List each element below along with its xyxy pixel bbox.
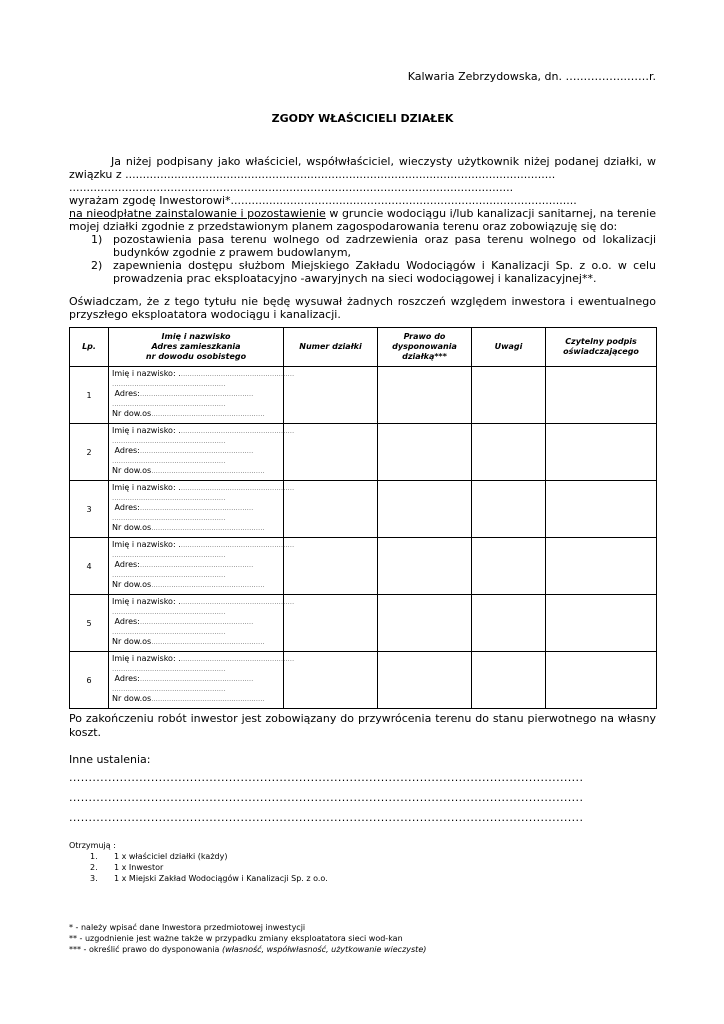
id-line xyxy=(112,637,280,647)
recipient-item xyxy=(69,873,328,884)
parcel-cell[interactable] xyxy=(284,424,378,481)
restoration-text: Po zakończeniu robót inwestor jest zobowiązany do przywrócenia terenu do stanu pierwotnego na własny koszt. xyxy=(69,712,656,739)
address-line xyxy=(112,617,280,627)
header-right xyxy=(378,328,472,367)
row-number: 3 xyxy=(70,481,109,538)
footnote-3-prefix: *** - określić prawo do dysponowania xyxy=(69,945,222,954)
other-arrangements xyxy=(69,752,656,828)
row-number: 5 xyxy=(70,595,109,652)
fill-dots: ................................................... xyxy=(112,628,226,636)
recipient-text: 1 x Miejski Zakład Wodociągów i Kanalizacji Sp. z o.o. xyxy=(114,874,328,883)
fill-dots: ................................................... xyxy=(112,437,226,445)
address-label: Adres: xyxy=(114,617,140,626)
name-label: Imię i nazwisko: . xyxy=(112,426,181,435)
fill-dots: ................................................... xyxy=(180,541,295,549)
fill-dots: ................................................... xyxy=(180,370,295,378)
right-cell[interactable] xyxy=(378,538,472,595)
blank-line xyxy=(112,570,280,580)
person-cell[interactable] xyxy=(109,538,295,595)
signature-cell[interactable] xyxy=(546,652,657,709)
parcel-cell[interactable] xyxy=(284,367,378,424)
other-line: .................................................................................................................................... xyxy=(69,791,584,804)
recipient-number: 3. xyxy=(90,874,98,883)
notes-cell[interactable] xyxy=(472,538,546,595)
condition-text: pozostawienia pasa terenu wolnego od zadrzewienia oraz pasa terenu wolnego od lokalizacji budynków zgodnie z prawem budowlanym, xyxy=(113,233,656,259)
parcel-cell[interactable] xyxy=(284,481,378,538)
name-label: Imię i nazwisko: . xyxy=(112,597,181,606)
id-label: Nr dow.os xyxy=(112,409,152,418)
address-label: Adres: xyxy=(114,674,140,683)
id-label: Nr dow.os xyxy=(112,466,152,475)
name-label: Imię i nazwisko: . xyxy=(112,483,181,492)
name-line xyxy=(112,540,295,550)
blank-line xyxy=(112,379,280,389)
header-person xyxy=(109,328,284,367)
row-number: 6 xyxy=(70,652,109,709)
fill-dots: ................................................... xyxy=(112,457,226,465)
address-line xyxy=(112,674,280,684)
footnotes xyxy=(69,922,426,955)
fill-dots: ................................................... xyxy=(139,561,254,569)
fill-dots: ................................................... xyxy=(112,665,226,673)
fill-dots: ................................................... xyxy=(151,467,265,475)
header-right-3: działką*** xyxy=(402,352,447,361)
recipient-text: 1 x Inwestor xyxy=(114,863,164,872)
address-line xyxy=(112,503,280,513)
consent-rest: w gruncie wodociągu i/lub kanalizacji sanitarnej, na terenie mojej działki zgodnie z przedstawionym planem zagospodarowania terenu oraz zobowiązuję się do: xyxy=(69,207,656,233)
notes-cell[interactable] xyxy=(472,367,546,424)
footnote-3 xyxy=(69,944,426,955)
person-cell[interactable] xyxy=(109,367,295,424)
id-line xyxy=(112,523,280,533)
notes-cell[interactable] xyxy=(472,652,546,709)
fill-dots: ................................................... xyxy=(151,524,265,532)
notes-cell[interactable] xyxy=(472,481,546,538)
recipients-label: Otrzymują : xyxy=(69,841,116,850)
recipients-list xyxy=(69,851,328,884)
recipient-text: 1 x właściciel działki (każdy) xyxy=(114,852,228,861)
recipient-number: 2. xyxy=(90,863,98,872)
row-number: 1 xyxy=(70,367,109,424)
fill-dots: ................................................... xyxy=(139,675,254,683)
other-line: .................................................................................................................................... xyxy=(69,771,584,784)
table-row xyxy=(70,652,657,709)
blank-line xyxy=(112,513,280,523)
blank-line xyxy=(112,627,280,637)
blank-line xyxy=(112,607,280,617)
fill-dots: ................................................... xyxy=(151,410,265,418)
address-line xyxy=(112,560,280,570)
blank-line xyxy=(112,399,280,409)
signature-cell[interactable] xyxy=(546,538,657,595)
fill-dots: ................................................... xyxy=(112,494,226,502)
header-signature-2: oświadczającego xyxy=(563,347,639,356)
id-line xyxy=(112,580,280,590)
signature-cell[interactable] xyxy=(546,595,657,652)
fill-dots: ................................................... xyxy=(112,551,226,559)
owners-table xyxy=(69,327,657,709)
fill-dots: ................................................... xyxy=(112,514,226,522)
signature-cell[interactable] xyxy=(546,424,657,481)
id-label: Nr dow.os xyxy=(112,523,152,532)
condition-item xyxy=(69,259,656,285)
address-label: Adres: xyxy=(114,560,140,569)
header-right-2: dysponowania xyxy=(392,342,457,351)
person-cell[interactable] xyxy=(109,481,295,538)
blank-line xyxy=(112,664,280,674)
id-line xyxy=(112,466,280,476)
person-cell[interactable] xyxy=(109,595,295,652)
header-notes: Uwagi xyxy=(472,328,546,367)
blank-line xyxy=(112,684,280,694)
blank-line xyxy=(112,456,280,466)
intro-line-3: wyrażam zgodę Inwestorowi*................................................................................................... xyxy=(69,194,577,207)
row-number: 4 xyxy=(70,538,109,595)
table-row xyxy=(70,481,657,538)
blank-line xyxy=(112,493,280,503)
right-cell[interactable] xyxy=(378,595,472,652)
address-label: Adres: xyxy=(114,503,140,512)
other-label: Inne ustalenia: xyxy=(69,753,151,766)
notes-cell[interactable] xyxy=(472,595,546,652)
signature-cell[interactable] xyxy=(546,367,657,424)
name-line xyxy=(112,597,295,607)
id-line xyxy=(112,409,280,419)
header-signature xyxy=(546,328,657,367)
parcel-cell[interactable] xyxy=(284,595,378,652)
fill-dots: ................................................... xyxy=(151,581,265,589)
person-cell[interactable] xyxy=(109,652,295,709)
intro-line-2: ............................................................................................................................... xyxy=(69,181,514,194)
place-and-date: Kalwaria Zebrzydowska, dn. …..………...……r. xyxy=(407,70,656,83)
header-person-name: Imię i nazwisko xyxy=(161,332,231,341)
table-header-row xyxy=(70,328,657,367)
fill-dots: ................................................... xyxy=(180,427,295,435)
table-body xyxy=(70,367,657,709)
right-cell[interactable] xyxy=(378,652,472,709)
consent-underlined: na nieodpłatne zainstalowanie i pozostawienie xyxy=(69,207,326,220)
address-label: Adres: xyxy=(114,446,140,455)
id-label: Nr dow.os xyxy=(112,637,152,646)
address-line xyxy=(112,446,280,456)
other-line: .................................................................................................................................... xyxy=(69,811,584,824)
name-line xyxy=(112,426,295,436)
name-label: Imię i nazwisko: . xyxy=(112,540,181,549)
header-right-1: Prawo do xyxy=(403,332,446,341)
parcel-cell[interactable] xyxy=(284,538,378,595)
restoration-note xyxy=(69,712,656,740)
blank-line xyxy=(112,436,280,446)
signature-cell[interactable] xyxy=(546,481,657,538)
right-cell[interactable] xyxy=(378,424,472,481)
name-label: Imię i nazwisko: . xyxy=(112,654,181,663)
recipient-item xyxy=(69,851,328,862)
blank-line xyxy=(112,550,280,560)
condition-number: 2) xyxy=(91,259,103,272)
statement: Oświadczam, że z tego tytułu nie będę wysuwał żadnych roszczeń względem inwestora i ewentualnego przyszłego eksploatatora wodociągu i kanalizacji. xyxy=(69,295,656,321)
condition-text: zapewnienia dostępu służbom Miejskiego Zakładu Wodociągów i Kanalizacji Sp. z o.o. w celu prowadzenia prac eksploatacyjno -awaryjnych na sieci wodociągowej i kanalizacyjnej**. xyxy=(113,259,656,285)
id-line xyxy=(112,694,280,704)
id-label: Nr dow.os xyxy=(112,580,152,589)
fill-dots: ................................................... xyxy=(139,447,254,455)
table-row xyxy=(70,424,657,481)
header-person-address: Adres zamieszkania xyxy=(151,342,241,351)
condition-item xyxy=(69,233,656,259)
fill-dots: ................................................... xyxy=(151,695,265,703)
condition-number: 1) xyxy=(91,233,103,246)
person-cell[interactable] xyxy=(109,424,295,481)
fill-dots: ................................................... xyxy=(112,380,226,388)
row-number: 2 xyxy=(70,424,109,481)
notes-cell[interactable] xyxy=(472,424,546,481)
fill-dots: ................................................... xyxy=(151,638,265,646)
address-label: Adres: xyxy=(114,389,140,398)
id-label: Nr dow.os xyxy=(112,694,152,703)
name-label: Imię i nazwisko: . xyxy=(112,369,181,378)
fill-dots: ................................................... xyxy=(139,504,254,512)
document-title: ZGODY WŁAŚCICIELI DZIAŁEK xyxy=(271,112,454,125)
fill-dots: ................................................... xyxy=(112,400,226,408)
fill-dots: ................................................... xyxy=(180,598,295,606)
footnote-1: * - należy wpisać dane Inwestora przedmiotowej inwestycji xyxy=(69,923,306,932)
right-cell[interactable] xyxy=(378,481,472,538)
consent-text xyxy=(69,207,656,233)
intro-line-1: Ja niżej podpisany jako właściciel, współwłaściciel, wieczysty użytkownik niżej podanej działki, w związku z ........................................................................................................................... xyxy=(69,155,656,181)
fill-dots: ................................................... xyxy=(112,608,226,616)
table-row xyxy=(70,367,657,424)
consent-body xyxy=(69,155,656,321)
header-lp: Lp. xyxy=(70,328,109,367)
address-line xyxy=(112,389,280,399)
fill-dots: ................................................... xyxy=(112,571,226,579)
conditions-list xyxy=(69,233,656,285)
right-cell[interactable] xyxy=(378,367,472,424)
fill-dots: ................................................... xyxy=(139,390,254,398)
footnote-2: ** - uzgodnienie jest ważne także w przypadku zmiany eksploatatora sieci wod-kan xyxy=(69,934,403,943)
recipient-number: 1. xyxy=(90,852,98,861)
parcel-cell[interactable] xyxy=(284,652,378,709)
fill-dots: ................................................... xyxy=(139,618,254,626)
name-line xyxy=(112,483,295,493)
header-person-id: nr dowodu osobistego xyxy=(145,352,247,361)
header-parcel: Numer działki xyxy=(284,328,378,367)
name-line xyxy=(112,654,295,664)
table-row xyxy=(70,538,657,595)
fill-dots: ................................................... xyxy=(112,685,226,693)
recipients xyxy=(69,840,328,884)
name-line xyxy=(112,369,295,379)
header-signature-1: Czytelny podpis xyxy=(565,337,637,346)
table-row xyxy=(70,595,657,652)
fill-dots: ................................................... xyxy=(180,655,295,663)
footnote-3-italic: (własność, współwłasność, użytkowanie wieczyste) xyxy=(221,945,427,954)
fill-dots: ................................................... xyxy=(180,484,295,492)
recipient-item xyxy=(69,862,328,873)
